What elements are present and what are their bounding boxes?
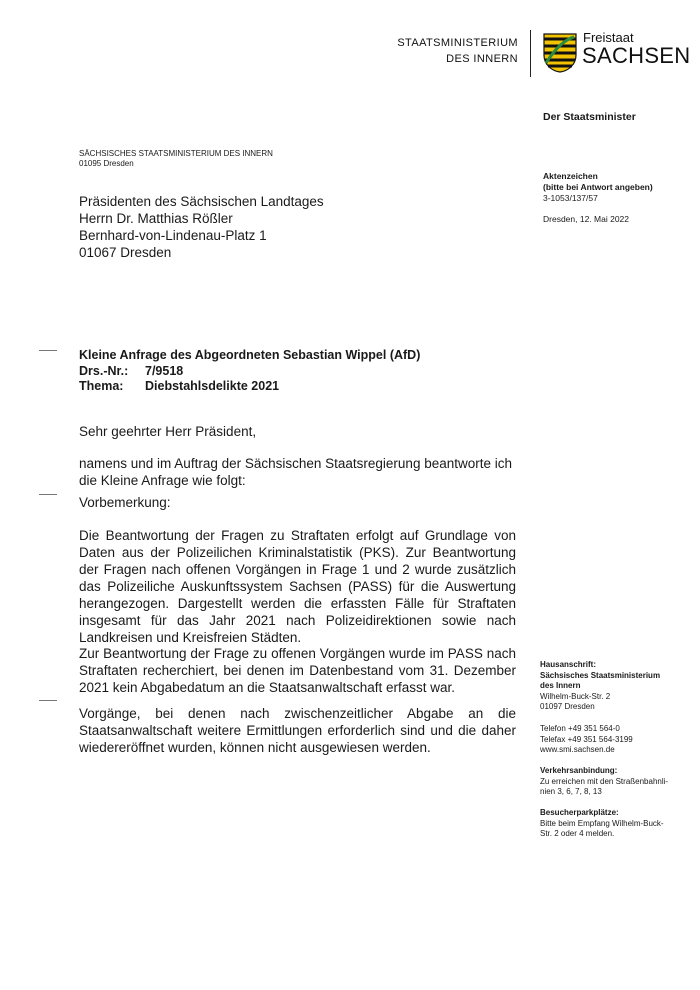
parking-line: Str. 2 oder 4 melden. (540, 829, 615, 838)
recipient-line: Präsidenten des Sächsischen Landtages (79, 194, 324, 209)
recipient-address (79, 193, 324, 261)
transport-line: nien 3, 6, 7, 8, 13 (540, 787, 602, 796)
recipient-line: Herrn Dr. Matthias Rößler (79, 211, 233, 226)
sidebar-parking (540, 808, 664, 840)
phone-number: Telefon +49 351 564-0 (540, 724, 620, 733)
recipient-line: 01067 Dresden (79, 245, 172, 260)
salutation: Sehr geehrter Herr Präsident, (79, 424, 257, 439)
sidebar-transport (540, 766, 668, 798)
brand-sachsen: SACHSEN (582, 43, 691, 68)
drs-number: 7/9518 (145, 363, 184, 378)
ministry-name-line2: DES INNERN (446, 53, 518, 65)
punch-mark (39, 494, 57, 495)
paragraph-1: Die Beantwortung der Fragen zu Straftaten erfolgt auf Grundlage von Daten aus der Polizeilichen Kriminalstatistik (PKS). Zur Beantwortung der Fragen nach offenen Vorgängen in Frage 1 und 2 wurde zusätzlich das Polizeiliche Auskunftssystem Sachsen (PASS) für die Auswertung herangezogen. Dargestellt werden die erfassten Fälle für Straftaten insgesamt für das Jahr 2021 nach Polizeidirektionen sowie nach Landkreisen und Kreisfreien Städten. (79, 528, 516, 645)
address-street: Wilhelm-Buck-Str. 2 (540, 691, 611, 701)
fold-mark (39, 350, 57, 351)
saxony-coat-of-arms-icon (543, 33, 577, 73)
parking-heading: Besucherparkplätze: (540, 808, 619, 817)
website-link[interactable]: www.smi.sachsen.de (540, 745, 615, 754)
subject-title: Kleine Anfrage des Abgeordneten Sebastian Wippel (AfD) (79, 348, 421, 362)
header-divider (530, 30, 531, 77)
fax-number: Telefax +49 351 564-3199 (540, 734, 633, 744)
address-line: Sächsisches Staatsministerium (540, 670, 661, 680)
paragraph-2: Zur Beantwortung der Frage zu offenen Vorgängen wurde im PASS nach Straftaten recherchiert, bei denen im Datenbestand vom 31. Dezember 2021 kein Abgabedatum an die Staatsanwaltschaft erfasst war. (79, 646, 516, 695)
brand-freistaat: Freistaat (583, 30, 634, 45)
paragraph-3: Vorgänge, bei denen nach zwischenzeitlicher Abgabe an die Staatsanwaltschaft weitere Ermittlungen erforderlich sind und die daher wiedereröffnet wurden, können nicht ausgewiesen werden. (79, 706, 516, 755)
recipient-line: Bernhard-von-Lindenau-Platz 1 (79, 228, 267, 243)
sender-line: SÄCHSISCHES STAATSMINISTERIUM DES INNERN (79, 149, 273, 158)
transport-heading: Verkehrsanbindung: (540, 766, 618, 775)
sidebar-contact (540, 724, 633, 756)
subject-block (79, 348, 420, 395)
ministry-name (397, 35, 518, 67)
thema-label: Thema: (79, 379, 124, 393)
reference-label: Aktenzeichen (543, 171, 598, 181)
transport-line: Zu erreichen mit den Straßenbahnli- (540, 776, 669, 786)
sender-line: 01095 Dresden (79, 159, 134, 168)
sidebar-address (540, 660, 660, 713)
reference-block (543, 171, 653, 204)
reference-number: 3-1053/137/57 (543, 193, 598, 203)
sender-return-address (79, 149, 273, 169)
reference-note: (bitte bei Antwort angeben) (543, 182, 653, 192)
address-city: 01097 Dresden (540, 702, 595, 711)
drs-label: Drs.-Nr.: (79, 363, 129, 378)
fold-mark (39, 700, 57, 701)
intro-paragraph: namens und im Auftrag der Sächsischen Staatsregierung beantworte ich die Kleine Anfrage wie folgt: (79, 456, 513, 488)
preface-heading: Vorbemerkung: (79, 495, 171, 510)
ministry-name-line1: STAATSMINISTERIUM (397, 37, 518, 49)
thema-value: Diebstahlsdelikte 2021 (145, 379, 280, 393)
address-line: des Innern (540, 681, 581, 690)
parking-line: Bitte beim Empfang Wilhelm-Buck- (540, 818, 664, 828)
address-heading: Hausanschrift: (540, 660, 597, 669)
signatory-title: Der Staatsminister (543, 111, 636, 123)
letter-date: Dresden, 12. Mai 2022 (543, 214, 629, 224)
